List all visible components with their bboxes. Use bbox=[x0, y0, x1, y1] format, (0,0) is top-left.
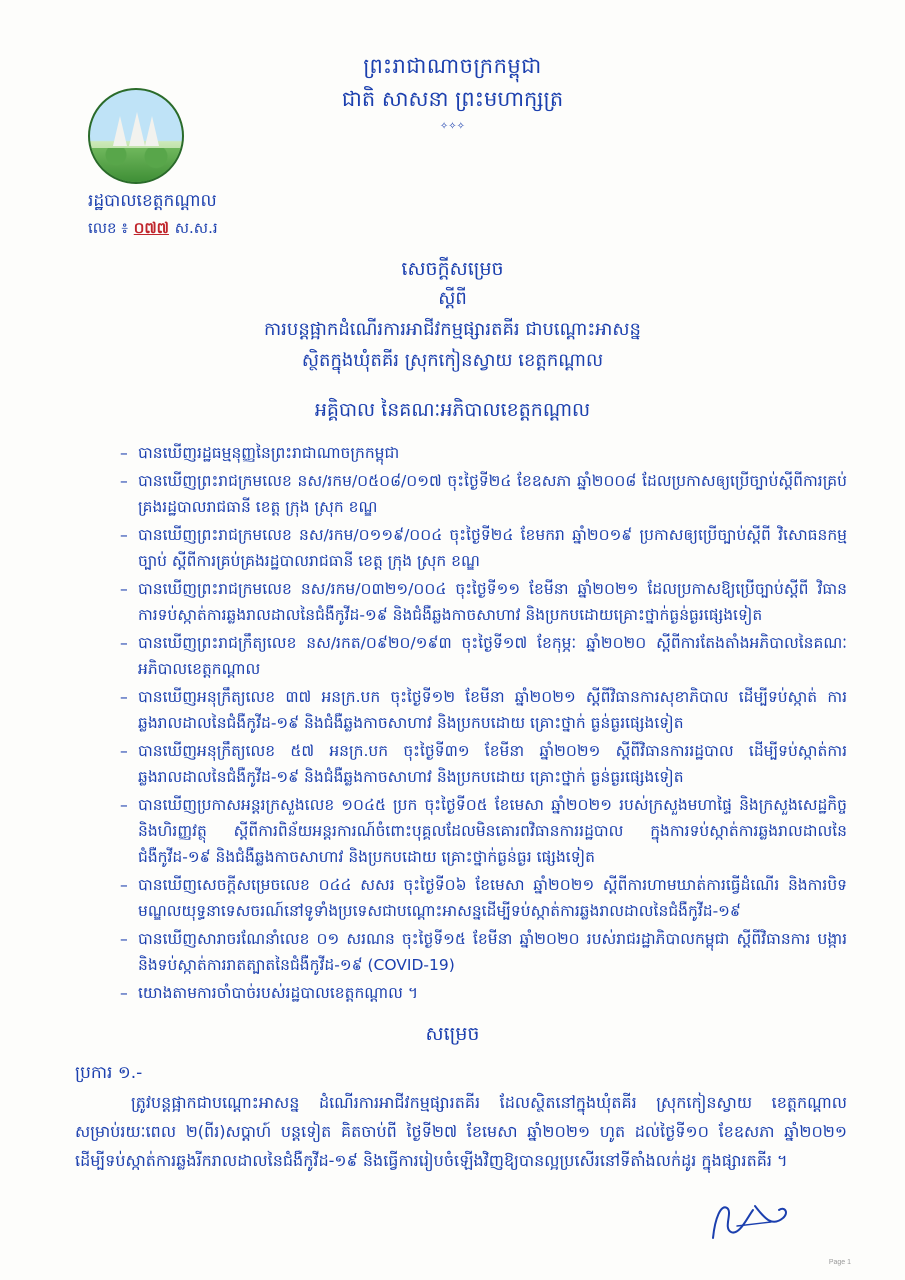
ornament-divider-icon bbox=[393, 124, 513, 138]
kingdom-title: ព្រះរាជាណាចក្រកម្ពុជា bbox=[363, 54, 542, 78]
title-line-3: ការបន្តផ្អាកដំណើរការអាជីវកម្មផ្សារតគីរ ជាបណ្ដោះអាសន្ន bbox=[264, 319, 641, 340]
bullet-dash-icon: – bbox=[120, 876, 128, 894]
issuing-authority: អគ្គិបាល នៃគណៈអភិបាលខេត្តកណ្ដាល bbox=[314, 399, 591, 421]
royal-government-emblem-icon bbox=[88, 88, 184, 184]
list-item bbox=[120, 576, 847, 628]
bullet-dash-icon: – bbox=[120, 796, 128, 814]
signature-mark bbox=[693, 1198, 813, 1244]
list-item bbox=[120, 738, 847, 790]
consideration-text: បានឃើញព្រះរាជក្រមលេខ នស/រកម/០១១៩/០០៤ ចុះថ្ងៃទី២៤ ខែមករា ឆ្នាំ២០១៩ ប្រកាសឲ្យប្រើច្បាប់ស្តីពី វិសោធនកម្មច្បាប់ ស្តីពីការគ្រប់គ្រងរដ្ឋបាលរាជធានី ខេត្ត ក្រុង ស្រុក ខណ្ឌ bbox=[138, 526, 847, 570]
list-item bbox=[120, 872, 847, 924]
document-title-block bbox=[0, 254, 905, 376]
page-title: សេចក្តីសម្រេច bbox=[401, 258, 504, 280]
list-item bbox=[120, 522, 847, 574]
document-header bbox=[0, 0, 905, 250]
consideration-text: បានឃើញសេចក្តីសម្រេចលេខ ០៤៤ សសរ ចុះថ្ងៃទី០៦ ខែមេសា ឆ្នាំ២០២១ ស្តីពីការហាមឃាត់ការធ្វើដំណើរ និងការបិទមណ្ឌលយុទ្ធនាទេសចរណ៍នៅទូទាំងប្រទេសជាបណ្ដោះអាសន្នដើម្បីទប់ស្កាត់ការឆ្លងរាលដាលនៃជំងឺកូវីដ-១៩ bbox=[138, 876, 847, 920]
list-item bbox=[120, 468, 847, 520]
bullet-dash-icon: – bbox=[120, 526, 128, 544]
emblem-block bbox=[88, 88, 218, 241]
foliage-shape bbox=[88, 148, 184, 182]
considerations-list bbox=[120, 440, 847, 1006]
article-label: ប្រការ ១.- bbox=[75, 1063, 143, 1083]
province-label: រដ្ឋបាលខេត្តកណ្ដាល bbox=[88, 191, 217, 211]
list-item bbox=[120, 440, 847, 466]
bullet-dash-icon: – bbox=[120, 472, 128, 490]
title-line-4: ស្ថិតក្នុងឃុំតគីរ ស្រុកកៀនស្វាយ ខេត្តកណ្ដាល bbox=[301, 350, 604, 371]
doc-number-suffix: ស.ស.រ bbox=[174, 219, 218, 237]
document-number bbox=[88, 219, 218, 241]
consideration-text: បានឃើញព្រះរាជក្រឹត្យលេខ នស/រកត/០៩២០/១៩៣ ចុះថ្ងៃទី១៧ ខែកុម្ភៈ ឆ្នាំ២០២០ ស្តីពីការតែងតាំងអភិបាលនៃគណៈអភិបាលខេត្តកណ្ដាល bbox=[138, 634, 847, 678]
bullet-dash-icon: – bbox=[120, 688, 128, 706]
decision-heading: សម្រេច bbox=[425, 1023, 480, 1045]
consideration-text: បានឃើញសារាចរណែនាំលេខ ០១ សរណន ចុះថ្ងៃទី១៥ ខែមីនា ឆ្នាំ២០២០ របស់រាជរដ្ឋាភិបាលកម្ពុជា ស្តីពីវិធានការ បង្ការ និងទប់ស្កាត់ការរាតត្បាតនៃជំងឺកូវីដ-១៩ (COVID-19) bbox=[138, 930, 847, 974]
article-body: ត្រូវបន្តផ្អាកជាបណ្ដោះអាសន្ន ដំណើរការអាជីវកម្មផ្សារតគីរ ដែលស្ថិតនៅក្នុងឃុំតគីរ ស្រុកកៀនស្វាយ ខេត្តកណ្ដាល សម្រាប់រយៈពេល ២(ពីរ)សប្តាហ៍ បន្តទៀត គិតចាប់ពី ថ្ងៃទី២៧ ខែមេសា ឆ្នាំ២០២១ ហូត ដល់ថ្ងៃទី១០ ខែឧសភា ឆ្នាំ២០២១ ដើម្បីទប់ស្កាត់ការឆ្លងរីករាលដាលនៃជំងឺកូវីដ-១៩ និងធ្វើការរៀបចំឡើងវិញឱ្យបានល្អប្រសើរនៅទីតាំងលក់ដូរ ក្នុងផ្សារតគីរ ។ bbox=[75, 1093, 847, 1170]
consideration-text: បានឃើញរដ្ឋធម្មនុញ្ញនៃព្រះរាជាណាចក្រកម្ពុជា bbox=[138, 444, 400, 462]
consideration-text: បានឃើញអនុក្រឹត្យលេខ ៣៧ អនក្រ.បក ចុះថ្ងៃទី១២ ខែមីនា ឆ្នាំ២០២១ ស្តីពីវិធានការសុខាភិបាល ដើម្បីទប់ស្កាត់ ការឆ្លងរាលដាលនៃជំងឺកូវីដ-១៩ និងជំងឺឆ្លងកាចសាហាវ និងប្រកបដោយ គ្រោះថ្នាក់ ធ្ងន់ធ្ងរផ្សេងទៀត bbox=[138, 688, 847, 732]
temple-icon bbox=[113, 112, 159, 146]
page-footer-note: Page 1 bbox=[828, 1259, 851, 1266]
consideration-text: បានឃើញព្រះរាជក្រមលេខ នស/រកម/០៥០៨/០១៧ ចុះថ្ងៃទី២៤ ខែឧសភា ឆ្នាំ២០០៨ ដែលប្រកាសឲ្យប្រើច្បាប់ស្តីពីការគ្រប់គ្រងរដ្ឋបាលរាជធានី ខេត្ត ក្រុង ស្រុក ខណ្ឌ bbox=[138, 472, 847, 516]
title-subject-label: ស្តីពី bbox=[438, 288, 467, 309]
bullet-dash-icon: – bbox=[120, 580, 128, 598]
bullet-dash-icon: – bbox=[120, 984, 128, 1002]
bullet-dash-icon: – bbox=[120, 444, 128, 462]
bullet-dash-icon: – bbox=[120, 742, 128, 760]
article-block bbox=[75, 1058, 847, 1175]
list-item bbox=[120, 980, 847, 1006]
bullet-dash-icon: – bbox=[120, 930, 128, 948]
consideration-text: បានឃើញប្រកាសអន្តរក្រសួងលេខ ១០៤៥ ប្រក ចុះថ្ងៃទី០៥ ខែមេសា ឆ្នាំ២០២១ របស់ក្រសួងមហាផ្ទៃ និងក្រសួងសេដ្ឋកិច្ច និងហិរញ្ញវត្ថុ ស្តីពីការពិន័យអន្តរការណ៍ចំពោះបុគ្គលដែលមិនគោរពវិធានការរដ្ឋបាល ក្នុងការទប់ស្កាត់ការឆ្លងរាលដាលនៃជំងឺកូវីដ-១៩ និងជំងឺឆ្លងកាចសាហាវ និងប្រកបដោយ គ្រោះថ្នាក់ធ្ងន់ធ្ងរ ផ្សេងទៀត bbox=[138, 796, 847, 866]
list-item bbox=[120, 926, 847, 978]
consideration-text: យោងតាមការចាំបាច់របស់រដ្ឋបាលខេត្តកណ្ដាល ។ bbox=[138, 984, 419, 1002]
doc-number-label: លេខ ៖ bbox=[88, 219, 128, 237]
doc-number-value: ០៧៧ bbox=[133, 219, 169, 237]
list-item bbox=[120, 630, 847, 682]
bullet-dash-icon: – bbox=[120, 634, 128, 652]
list-item bbox=[120, 684, 847, 736]
nation-religion-king: ជាតិ សាសនា ព្រះមហាក្សត្រ bbox=[341, 87, 564, 111]
consideration-text: បានឃើញអនុក្រឹត្យលេខ ៥៧ អនក្រ.បក ចុះថ្ងៃទី៣១ ខែមីនា ឆ្នាំ២០២១ ស្តីពីវិធានការរដ្ឋបាល ដើម្បីទប់ស្កាត់ការឆ្លងរាលដាលនៃជំងឺកូវីដ-១៩ និងជំងឺឆ្លងកាចសាហាវ និងប្រកបដោយ គ្រោះថ្នាក់ ធ្ងន់ធ្ងរផ្សេងទៀត bbox=[138, 742, 847, 786]
consideration-text: បានឃើញព្រះរាជក្រមលេខ នស/រកម/០៣២១/០០៤ ចុះថ្ងៃទី១១ ខែមីនា ឆ្នាំ២០២១ ដែលប្រកាសឱ្យប្រើច្បាប់ស្តីពី វិធានការទប់ស្កាត់ការឆ្លងរាលដាលនៃជំងឺកូវីដ-១៩ និងជំងឺឆ្លងកាចសាហាវ និងប្រកបដោយគ្រោះថ្នាក់ធ្ងន់ធ្ងរផ្សេងទៀត bbox=[138, 580, 847, 624]
list-item bbox=[120, 792, 847, 870]
